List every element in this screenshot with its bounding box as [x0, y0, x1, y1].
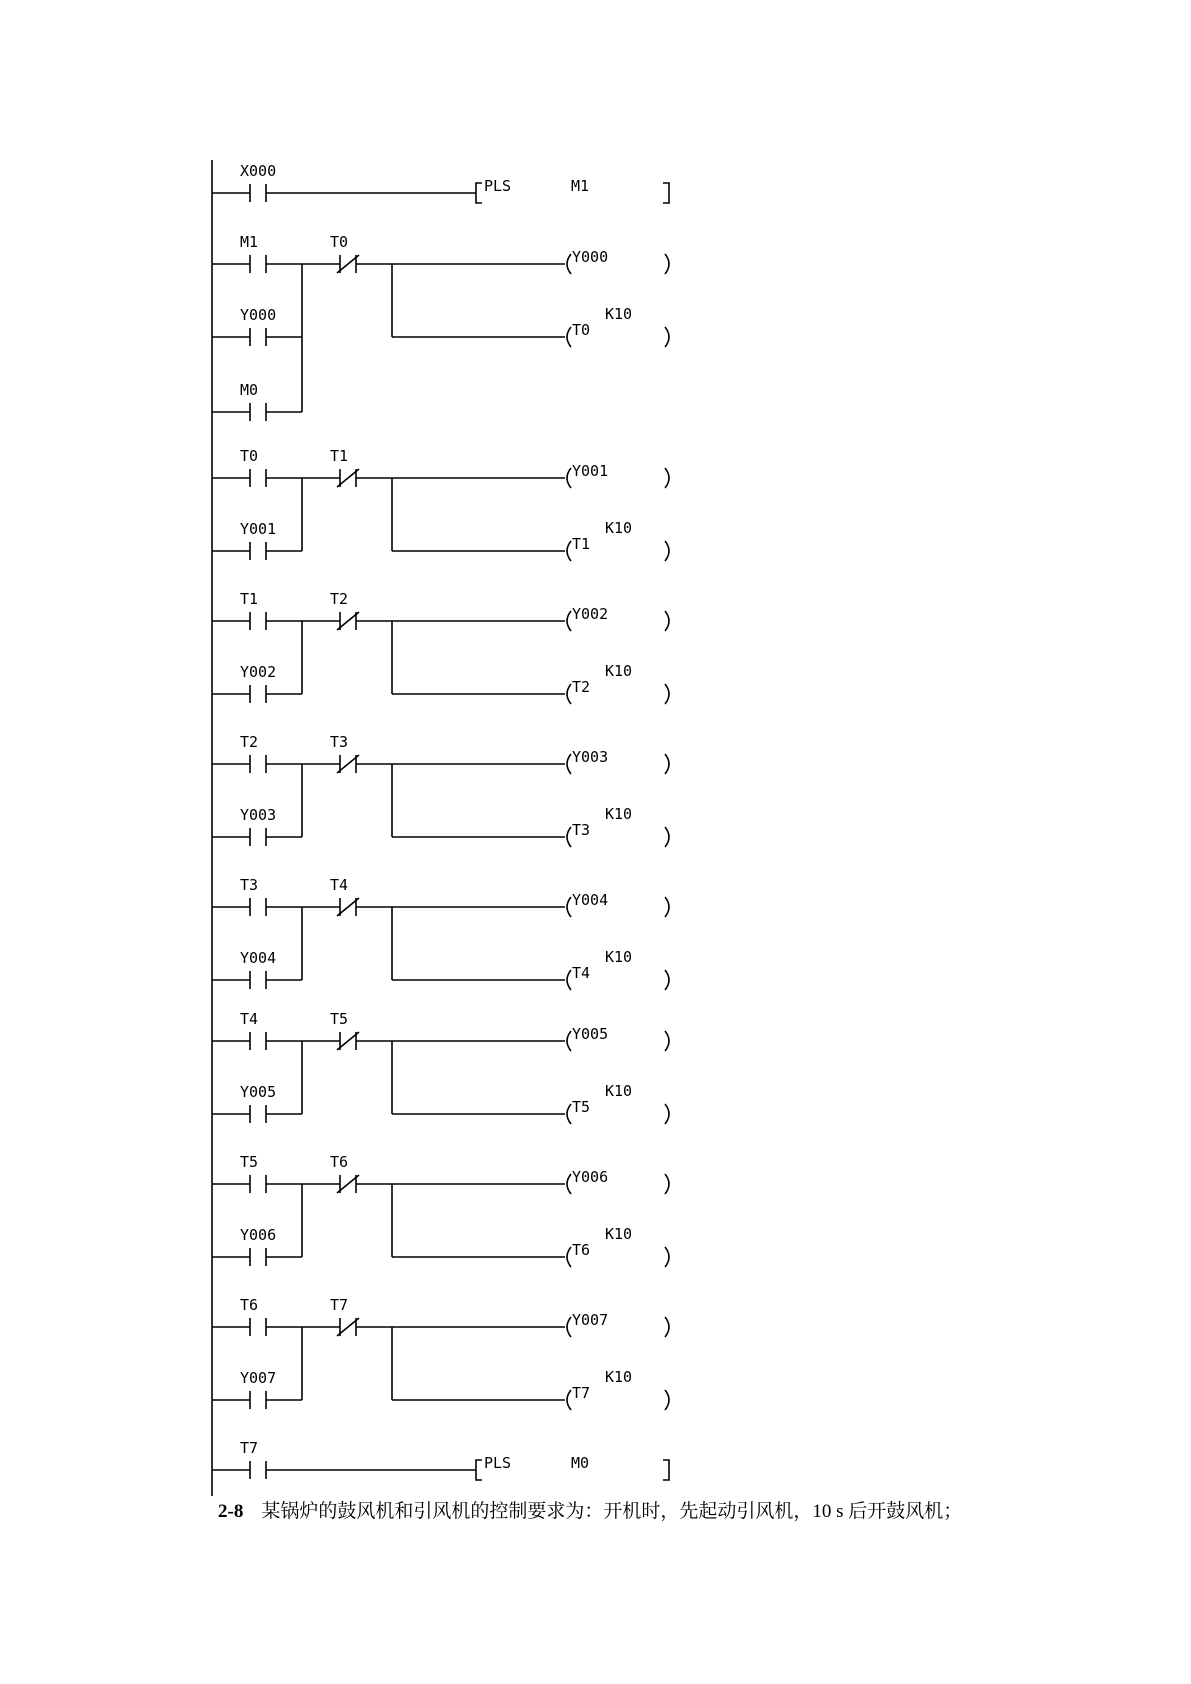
no-contact-label: Y002 [240, 663, 277, 681]
timer-preset: K10 [605, 1082, 633, 1100]
problem-number: 2-8 [218, 1501, 244, 1522]
coil-left-paren [567, 611, 571, 631]
no-contact-label: Y004 [240, 949, 277, 967]
coil-left-paren [567, 1317, 571, 1337]
function-close-bracket [663, 1460, 669, 1480]
coil-right-paren [665, 541, 669, 561]
no-contact-label: X000 [240, 162, 277, 180]
coil-left-paren [567, 897, 571, 917]
coil-left-paren [567, 1031, 571, 1051]
coil-left-paren [567, 541, 571, 561]
function-operand: M1 [571, 177, 590, 195]
no-contact-label: T0 [240, 447, 259, 465]
timer-preset: K10 [605, 519, 633, 537]
nc-contact-label: T5 [330, 1010, 349, 1028]
coil-right-paren [665, 970, 669, 990]
coil-label: Y006 [572, 1168, 609, 1186]
function-close-bracket [663, 183, 669, 203]
no-contact-label: Y007 [240, 1369, 277, 1387]
no-contact-label: T1 [240, 590, 259, 608]
timer-preset: K10 [605, 305, 633, 323]
no-contact-label: T7 [240, 1439, 259, 1457]
coil-left-paren [567, 327, 571, 347]
coil-label: Y004 [572, 891, 609, 909]
coil-label: Y002 [572, 605, 609, 623]
coil-left-paren [567, 754, 571, 774]
nc-contact-label: T4 [330, 876, 349, 894]
coil-label: T4 [572, 964, 591, 982]
coil-left-paren [567, 254, 571, 274]
coil-label: T0 [572, 321, 591, 339]
coil-label: T1 [572, 535, 591, 553]
no-contact-label: T6 [240, 1296, 259, 1314]
coil-left-paren [567, 827, 571, 847]
timer-preset: K10 [605, 1368, 633, 1386]
no-contact-label: T4 [240, 1010, 259, 1028]
coil-left-paren [567, 1247, 571, 1267]
timer-preset: K10 [605, 948, 633, 966]
coil-right-paren [665, 827, 669, 847]
no-contact-label: M1 [240, 233, 259, 251]
coil-right-paren [665, 254, 669, 274]
coil-right-paren [665, 1317, 669, 1337]
no-contact-label: M0 [240, 381, 259, 399]
problem-text: 某锅炉的鼓风机和引风机的控制要求为：开机时，先起动引风机，10 s 后开鼓风机； [261, 1501, 963, 1522]
function-operand: M0 [571, 1454, 590, 1472]
function-open-bracket [476, 1460, 482, 1480]
coil-label: Y001 [572, 462, 609, 480]
nc-contact-label: T2 [330, 590, 349, 608]
coil-label: Y000 [572, 248, 609, 266]
coil-label: T7 [572, 1384, 591, 1402]
no-contact-label: T2 [240, 733, 259, 751]
coil-right-paren [665, 468, 669, 488]
coil-right-paren [665, 1390, 669, 1410]
coil-left-paren [567, 1390, 571, 1410]
nc-contact-label: T1 [330, 447, 349, 465]
no-contact-label: T5 [240, 1153, 259, 1171]
coil-label: Y005 [572, 1025, 609, 1043]
coil-label: T3 [572, 821, 591, 839]
coil-label: T2 [572, 678, 591, 696]
coil-right-paren [665, 1104, 669, 1124]
coil-left-paren [567, 468, 571, 488]
no-contact-label: Y001 [240, 520, 277, 538]
coil-label: Y007 [572, 1311, 609, 1329]
timer-preset: K10 [605, 662, 633, 680]
coil-left-paren [567, 684, 571, 704]
function-instruction: PLS [484, 1454, 512, 1472]
coil-right-paren [665, 327, 669, 347]
coil-right-paren [665, 897, 669, 917]
coil-left-paren [567, 1174, 571, 1194]
coil-right-paren [665, 1031, 669, 1051]
nc-contact-label: T3 [330, 733, 349, 751]
no-contact-label: Y006 [240, 1226, 277, 1244]
coil-label: Y003 [572, 748, 609, 766]
no-contact-label: T3 [240, 876, 259, 894]
coil-right-paren [665, 754, 669, 774]
coil-right-paren [665, 1247, 669, 1267]
coil-right-paren [665, 684, 669, 704]
coil-left-paren [567, 1104, 571, 1124]
function-open-bracket [476, 183, 482, 203]
coil-right-paren [665, 611, 669, 631]
coil-label: T5 [572, 1098, 591, 1116]
coil-label: T6 [572, 1241, 591, 1259]
timer-preset: K10 [605, 1225, 633, 1243]
nc-contact-label: T0 [330, 233, 349, 251]
no-contact-label: Y000 [240, 306, 277, 324]
problem-caption [218, 1496, 1178, 1523]
function-instruction: PLS [484, 177, 512, 195]
timer-preset: K10 [605, 805, 633, 823]
no-contact-label: Y003 [240, 806, 277, 824]
coil-right-paren [665, 1174, 669, 1194]
nc-contact-label: T7 [330, 1296, 349, 1314]
no-contact-label: Y005 [240, 1083, 277, 1101]
nc-contact-label: T6 [330, 1153, 349, 1171]
coil-left-paren [567, 970, 571, 990]
